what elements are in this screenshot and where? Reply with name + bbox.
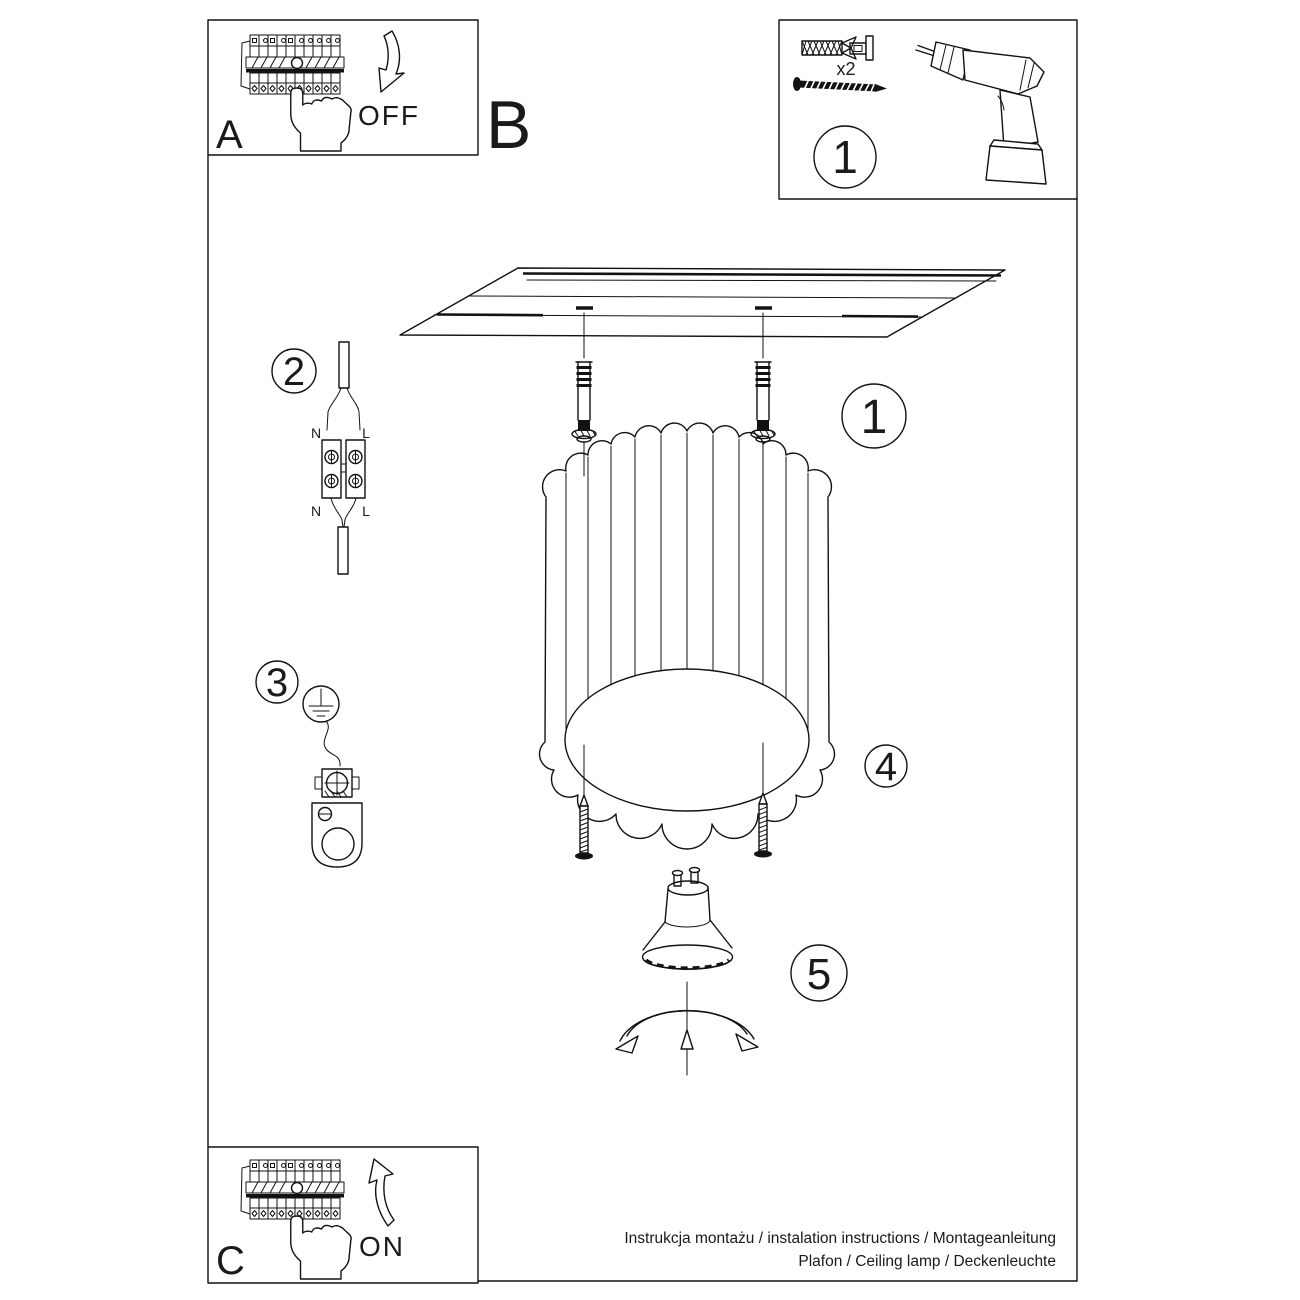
step-badge-tools xyxy=(814,126,876,188)
label-n-top: N xyxy=(310,425,322,441)
breaker-panel-icon-on xyxy=(241,1160,344,1219)
anchor-qty-label: x2 xyxy=(836,59,856,79)
step-badge-wiring xyxy=(272,349,316,394)
section-label-b: B xyxy=(486,87,532,163)
wall-plug-icon xyxy=(802,36,873,60)
mounting-bracket-icon xyxy=(312,803,362,867)
svg-text:1: 1 xyxy=(860,391,888,444)
step-badge-shade xyxy=(865,745,907,789)
svg-text:2: 2 xyxy=(282,350,306,394)
tools-box xyxy=(793,36,1046,188)
off-label: OFF xyxy=(358,100,420,131)
pointing-hand-icon-on xyxy=(291,1216,351,1279)
svg-text:5: 5 xyxy=(806,950,832,999)
label-n-bottom: N xyxy=(310,503,322,519)
terminal-block-icon xyxy=(322,440,365,498)
step-badge-mount xyxy=(842,384,906,448)
push-up-arrow-icon xyxy=(681,982,693,1075)
label-l-bottom: L xyxy=(362,503,370,519)
footer-line-2: Plafon / Ceiling lamp / Deckenleuchte xyxy=(798,1253,1056,1270)
step-badge-ground xyxy=(256,661,298,705)
earth-wire xyxy=(324,721,340,766)
power-on-box xyxy=(216,1159,405,1283)
gu10-bulb-icon xyxy=(643,868,733,970)
step-badge-bulb xyxy=(791,945,847,1001)
mounting-screw-icon xyxy=(793,77,887,94)
power-off-box xyxy=(216,31,420,157)
wiring-diagram xyxy=(272,342,370,574)
power-cable-bottom xyxy=(338,527,348,574)
svg-text:3: 3 xyxy=(265,661,289,705)
power-cable-top xyxy=(339,342,349,388)
earth-terminal-icon xyxy=(315,769,359,797)
section-label-c: C xyxy=(216,1239,245,1283)
svg-text:4: 4 xyxy=(874,745,898,789)
sheet-frame xyxy=(208,20,1077,1283)
ceiling-plate xyxy=(400,268,1005,358)
ground-symbol-icon xyxy=(303,686,339,722)
grounding-diagram xyxy=(256,661,362,867)
footer-line-1: Instrukcja montażu / instalation instructions / Montageanleitung xyxy=(624,1230,1056,1247)
shade-opening xyxy=(565,669,809,811)
svg-text:1: 1 xyxy=(832,131,858,183)
section-label-a: A xyxy=(216,113,243,157)
arrow-curve-down-icon xyxy=(379,31,404,92)
label-l-top: L xyxy=(362,425,370,441)
arrow-curve-up-icon xyxy=(369,1159,394,1226)
drill-icon xyxy=(916,42,1046,184)
breaker-panel-icon xyxy=(241,35,344,94)
wall-anchor-icon-left xyxy=(572,362,596,476)
shade-screw-right xyxy=(754,743,772,858)
on-label: ON xyxy=(359,1231,405,1262)
pointing-hand-icon xyxy=(291,88,351,151)
shade-ribs xyxy=(566,433,808,729)
